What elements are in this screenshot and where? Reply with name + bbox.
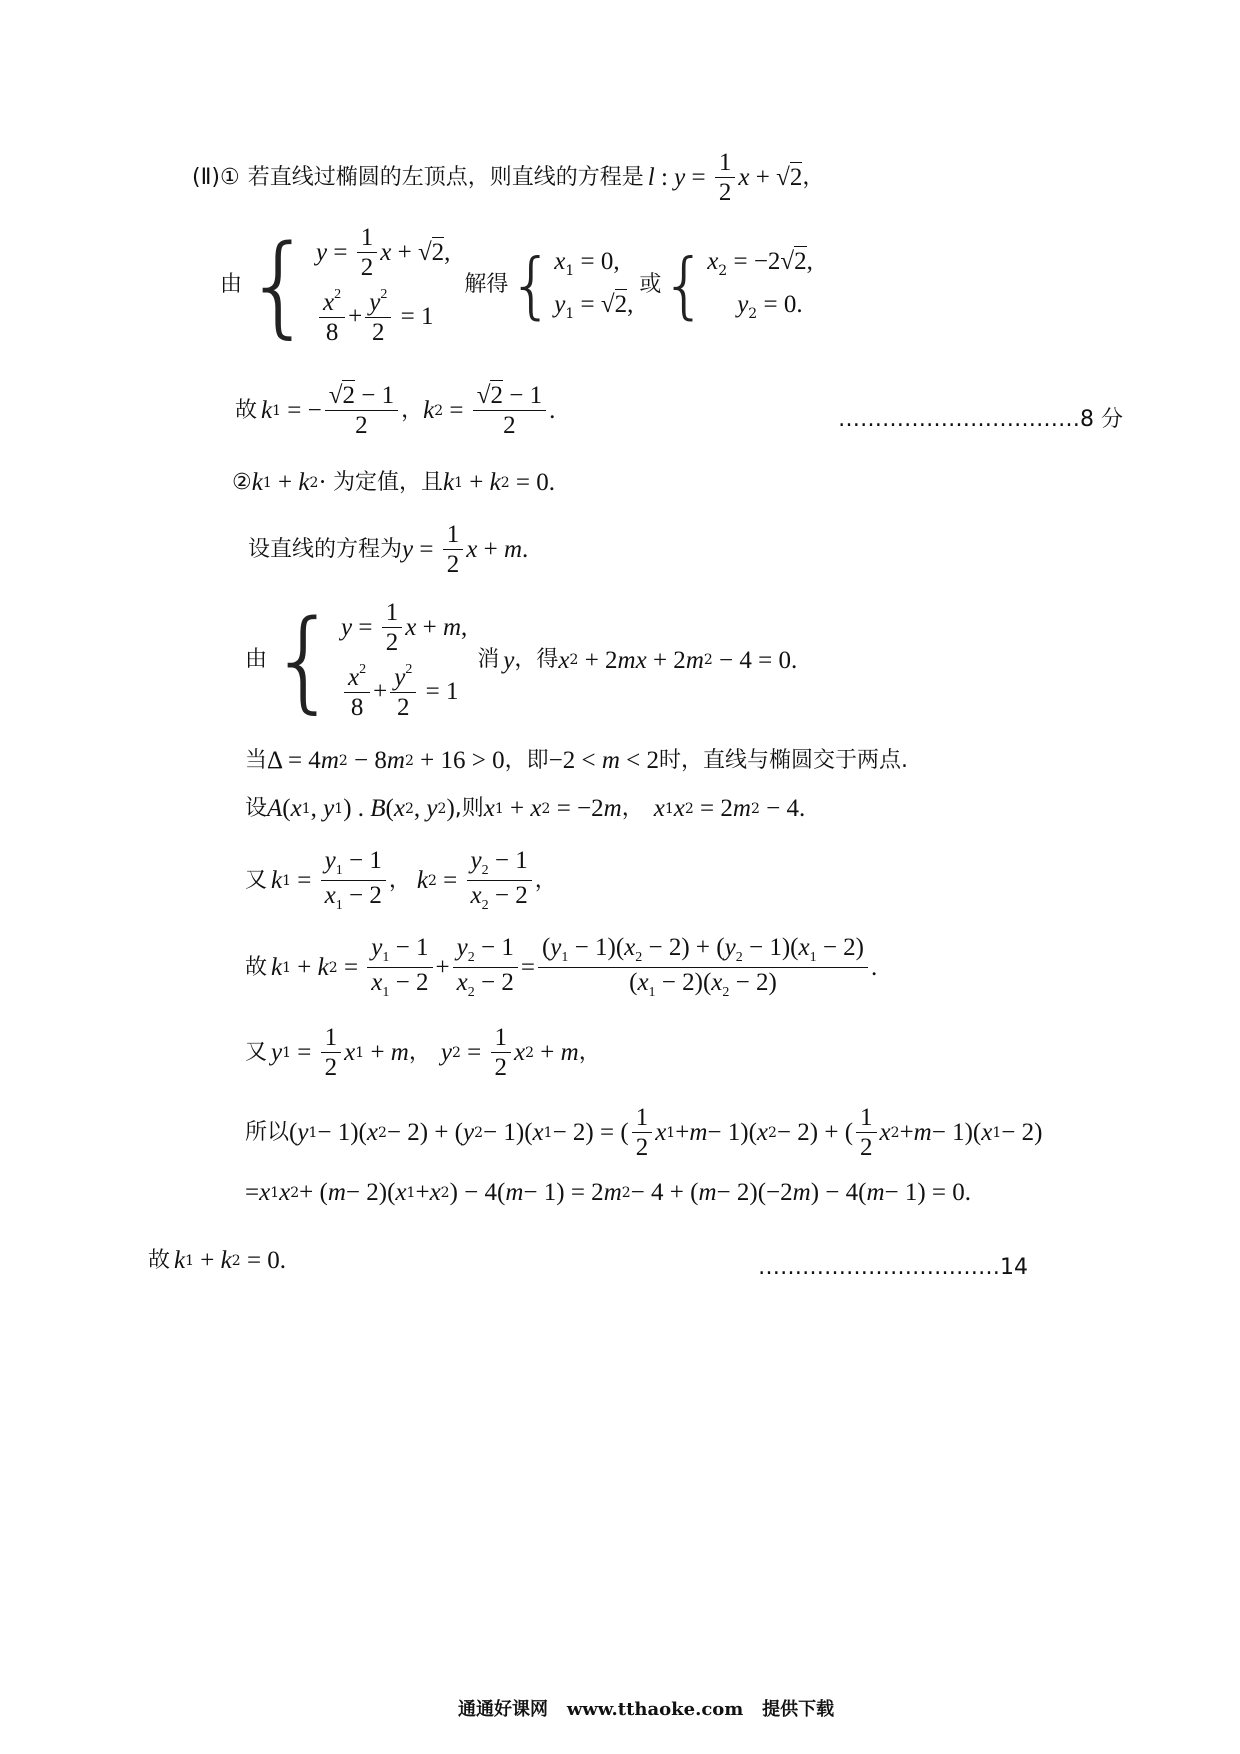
result-line: = x 1 x 2 + ( m − 2)( x 1 + x 2 ) − 4( m − 1) = 2 m 2 − 4 + ( m − 2)(−2 m ) − 4( m − 1) = 0.: [245, 1179, 972, 1206]
de-text: ，得: [514, 647, 559, 672]
y-def-line: 又 y 1 = $\frac{1}{2}$ x 1 + m ， y 2 = $\frac{1}{2}$ x 2 + m ，: [245, 1024, 601, 1081]
you2-text-2: 又: [245, 1039, 268, 1065]
stmt2-text: 为定值，且: [332, 469, 443, 495]
jiede-text: 解得: [464, 272, 509, 297]
footer-url[interactable]: www.tthaoke.com: [566, 1699, 744, 1720]
item-2-line: ② k 1 + k 2 · 为定值，且 k 1 + k 2 = 0.: [232, 469, 556, 496]
expansion-line: 所以 ( y 1 − 1)( x 2 − 2) + ( y 2 − 1)( x 1 − 2) = ( $\frac{1}{2}$ x 1 + m − 1)( x 2 − 2) + ( $\frac{1}{2}$ x 2 + m − 1)( x 1 − 2): [245, 1104, 1043, 1161]
set-line-text: 设直线的方程为: [248, 536, 403, 562]
shi-text: 时，直线与椭圆交于两点.: [658, 747, 908, 773]
equation-system-1: { y = $\frac{1}{2}$ x + √2, $\frac{x^2}{8}$ + $\frac{y^2}{2}$ = 1: [244, 221, 451, 349]
you-text-2: 由: [245, 647, 268, 672]
footer-suffix: 提供下载: [762, 1699, 835, 1720]
discriminant-line: 当 Δ = 4 m 2 − 8 m 2 + 16 > 0 ，即 −2 < m < 2 时，直线与椭圆交于两点.: [245, 747, 908, 774]
k-values-line: 故 k 1 = − $\frac{√2 - 1}{2}$ ， k 2 = $\frac{√2 - 1}{2}$ .: [235, 382, 556, 439]
gu-text: 故: [235, 397, 258, 423]
she-text: 设: [245, 795, 268, 821]
footer-site-name: 通通好课网: [458, 1699, 548, 1720]
you2-text: 又: [245, 867, 268, 893]
huo-text: 或: [639, 272, 662, 297]
ze-text: ,则: [454, 795, 484, 821]
system-solve-line: [220, 221, 813, 349]
xiao-text: 消: [477, 647, 500, 672]
item-2-marker: ②: [232, 469, 252, 495]
set-line-line: 设直线的方程为 y = $\frac{1}{2}$ x + m .: [248, 521, 529, 578]
footer: [458, 1695, 834, 1721]
k-sum-line: 故 k 1 + k 2 = $\frac{y_1 - 1}{x_1 - 2}$ + $\frac{y_2 - 1}{x_2 - 2}$ = $\frac{(y_1 - 1)(x_2 - 2) + (y_2 - 1)(x_1 - 2)}{(x_1 - 2)(x_2 - 2)}$ .: [245, 934, 878, 1000]
suoyi-text: 所以: [245, 1119, 290, 1145]
points-line: 设 A ( x 1 , y 1 ) . B ( x 2 , y 2 ) ,则 x 1 + x 2 = −2 m ， x 1 x 2 = 2 m 2 − 4.: [245, 795, 806, 822]
solution-1: { $x_1 = 0$, $y_1 = √2$,: [508, 243, 634, 327]
fraction-half: $\frac{1}{2}$: [715, 150, 736, 205]
ji-text: ，即: [504, 747, 549, 773]
score-8: ……………………………8 分: [838, 407, 1123, 432]
part-label: (Ⅱ): [192, 164, 220, 190]
conclusion-line: 故 k 1 + k 2 = 0.: [148, 1247, 287, 1274]
k-def-line: 又 k 1 = $\frac{y_1 - 1}{x_1 - 2}$ ， k 2 = $\frac{y_2 - 1}{x_2 - 2}$ ，: [245, 847, 557, 913]
gu-text-2: 故: [245, 954, 268, 980]
system-2-line: 由 { y = $\frac{1}{2}$ x + m , $\frac{x^2}{8}$ + $\frac{y^2}{2}$ = 1 消 y ，得 x 2 + 2 mx + 2 m 2 − 4 = 0.: [245, 596, 798, 724]
part2-intro-line: (Ⅱ) ① 若直线过椭圆的左顶点，则直线的方程是 l : y = $\frac{1}{2}$ x + √2 ，: [192, 149, 825, 206]
score-14: ……………………………14: [758, 1255, 1028, 1280]
gu-text-3: 故: [148, 1247, 171, 1273]
intro-text: 若直线过椭圆的左顶点，则直线的方程是: [247, 164, 644, 190]
solution-2: { $x_2 = -2√2$, $y_2 = 0$.: [661, 243, 813, 327]
item-1-marker: ①: [220, 164, 240, 190]
you-text: 由: [220, 272, 243, 297]
equation-system-2: { y = $\frac{1}{2}$ x + m , $\frac{x^2}{8}$ + $\frac{y^2}{2}$ = 1: [269, 596, 468, 724]
dang-text: 当: [245, 747, 268, 773]
